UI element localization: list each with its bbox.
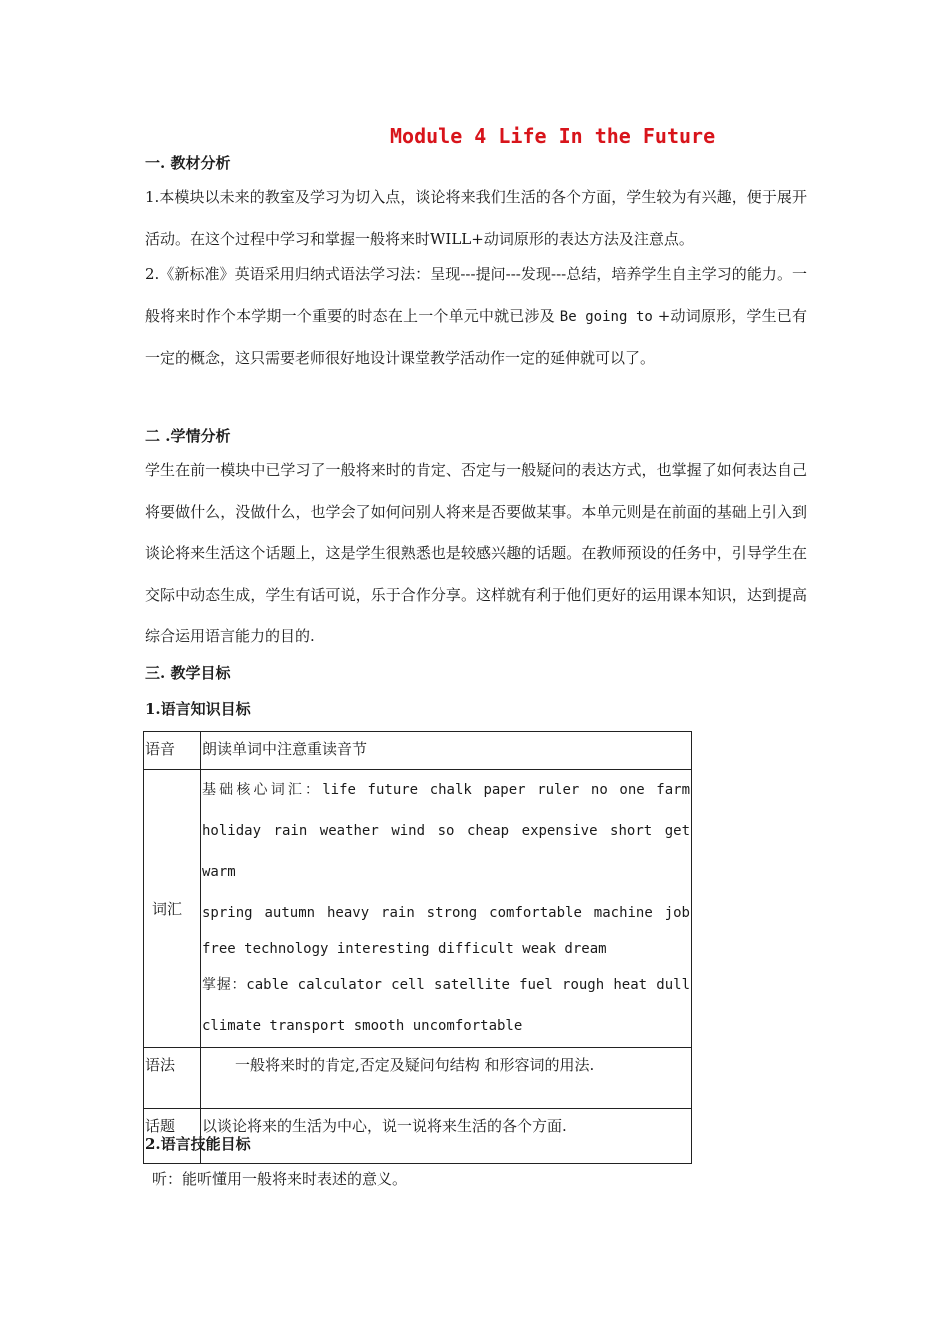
textbook-analysis-paragraph-1 (145, 177, 807, 260)
table-label-pronunciation: 语音 (144, 732, 201, 770)
table-label-topic: 话题 (144, 1109, 201, 1164)
section-heading-learner-analysis: 二 .学情分析 (145, 427, 231, 445)
table-row-pronunciation (144, 732, 692, 770)
vocabulary-line: 基础核心词汇：life future chalk paper ruler no one farm (202, 782, 690, 798)
topic-text: 以谈论将来的生活为中心，说一说将来生活的各个方面. (202, 1117, 567, 1135)
vocabulary-line: climate transport smooth uncomfortable (202, 1018, 523, 1034)
grammar-text: 一般将来时的肯定,否定及疑问句结构 和形容词的用法. (235, 1056, 595, 1074)
language-knowledge-table (143, 731, 692, 1164)
learner-analysis-paragraph (145, 450, 807, 658)
table-row-grammar (144, 1048, 692, 1109)
vocabulary-line: spring autumn heavy rain strong comfortable machine job (202, 905, 690, 921)
paragraph-text (145, 254, 807, 380)
paragraph-text-part: 2.《新标准》英语采用归纳式语法学习法：呈现---提问---发现---总结，培养学生自主学习的能力。一般将来时作个本学期一个重要的时态在上一个单元中就已涉及 (145, 265, 807, 325)
paragraph-text: 1.本模块以未来的教室及学习为切入点，谈论将来我们生活的各个方面，学生较为有兴趣，便于展开活动。在这个过程中学习和掌握一般将来时WILL+动词原形的表达方法及注意点。 (145, 188, 807, 248)
table-cell-vocabulary (201, 770, 692, 1048)
table-cell-grammar (201, 1048, 692, 1109)
subheading-language-knowledge: 1.语言知识目标 (145, 700, 251, 718)
table-label-vocabulary: 词汇 (144, 770, 201, 1048)
page-title: Module 4 Life In the Future (390, 124, 716, 148)
table-row-vocabulary (144, 770, 692, 1048)
vocabulary-line: holiday rain weather wind so cheap expensive short get warm (202, 823, 690, 880)
paragraph-code-phrase: Be going to (559, 308, 653, 325)
paragraph-text-part: +动词原形，学生已有一定的概念，这只需要老师很好地设计课堂教学活动作一定的延伸就可以了。 (145, 306, 807, 367)
section-heading-textbook-analysis: 一. 教材分析 (145, 154, 231, 172)
table-label-grammar: 语法 (144, 1048, 201, 1109)
vocabulary-list (201, 770, 691, 1047)
listening-goal: 听：能听懂用一般将来时表述的意义。 (152, 1170, 408, 1188)
vocabulary-line: 掌握：cable calculator cell satellite fuel rough heat dull (202, 977, 690, 993)
table-cell-topic (201, 1109, 692, 1164)
subheading-language-skills: 2.语言技能目标 (145, 1135, 251, 1153)
table-cell-pronunciation (201, 732, 692, 770)
textbook-analysis-paragraph-2 (145, 254, 807, 380)
vocabulary-line: free technology interesting difficult weak dream (202, 941, 607, 957)
pronunciation-text: 朗读单词中注意重读音节 (202, 740, 368, 758)
paragraph-text: 学生在前一模块中已学习了一般将来时的肯定、否定与一般疑问的表达方式，也掌握了如何表达自己将要做什么，没做什么，也学会了如何问别人将来是否要做某事。本单元则是在前面的基础上引入到谈论将来生活这个话题上，这是学生很熟悉也是较感兴趣的话题。在教师预设的任务中，引导学生在交际中动态生成，学生有话可说，乐于合作分享。这样就有利于他们更好的运用课本知识，达到提高综合运用语言能力的目的. (145, 461, 807, 645)
section-heading-teaching-goals: 三. 教学目标 (145, 664, 231, 682)
